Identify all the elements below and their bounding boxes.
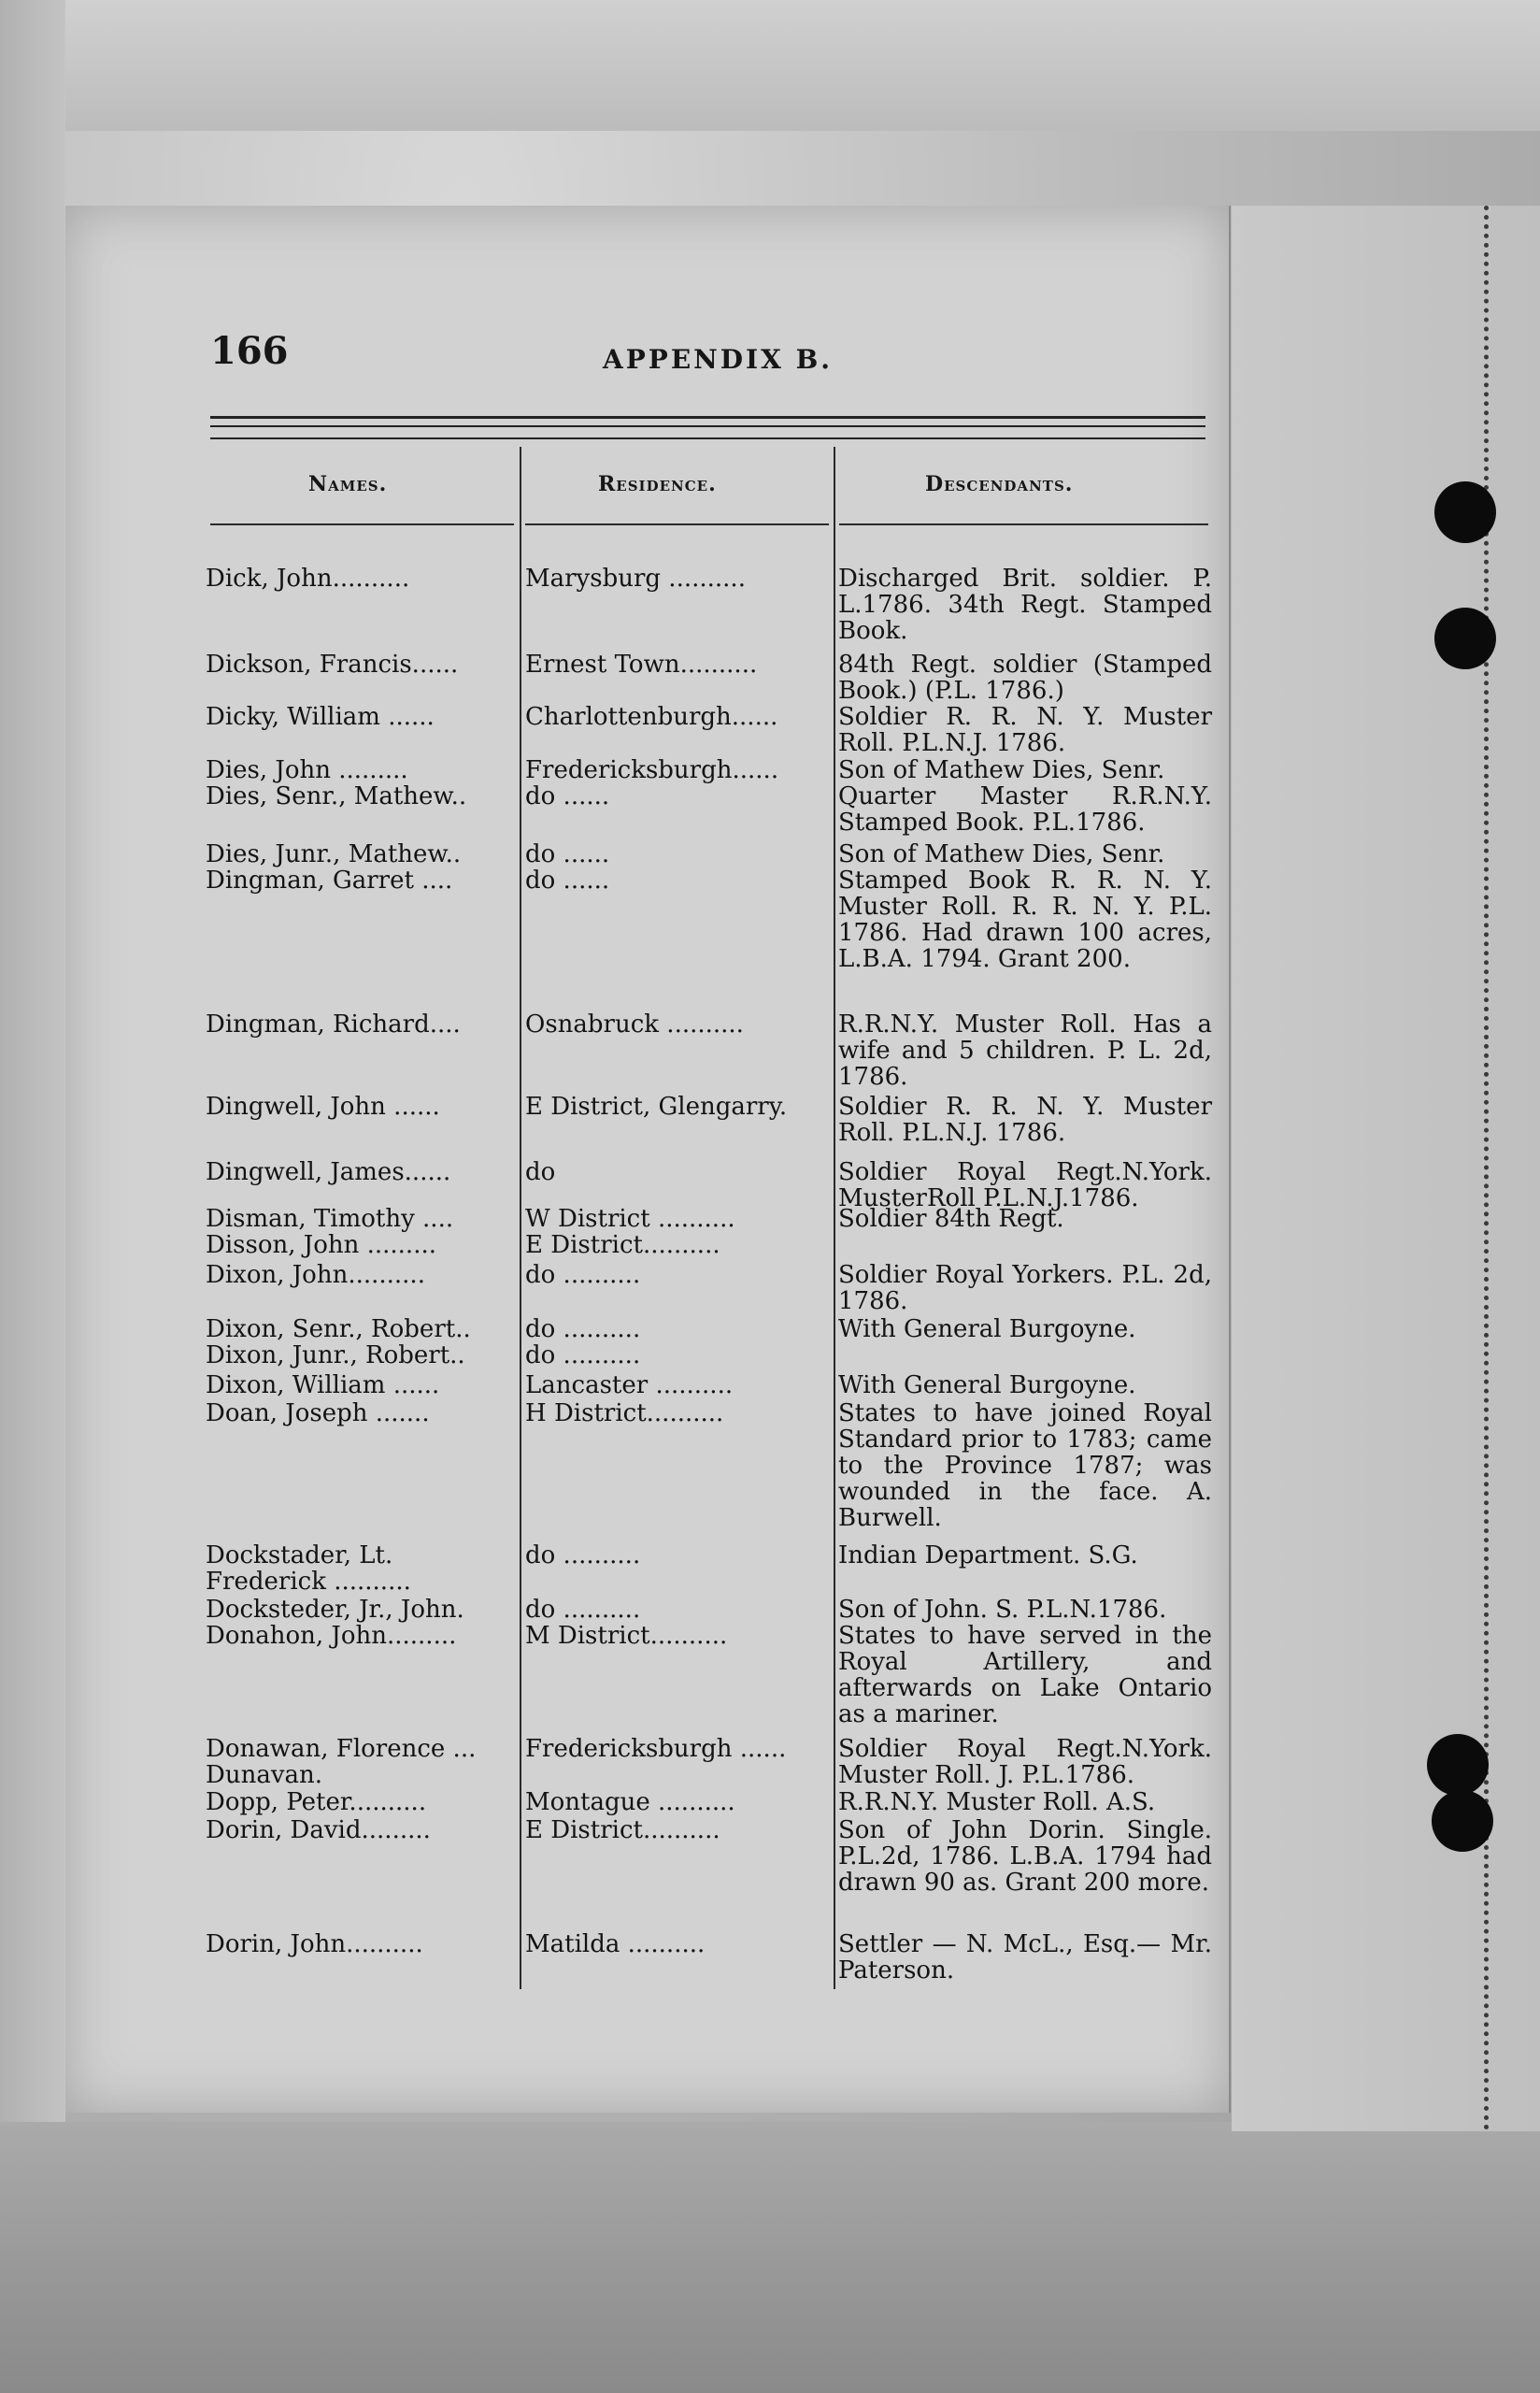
entry-name: Dixon, William ...... [206,1371,440,1399]
entry-residence: do ...... [525,782,610,810]
entry-residence: do ...... [525,867,610,895]
entry-residence: do .......... [525,1541,641,1569]
entry-residence: E District, Glengarry. [525,1093,788,1121]
entry-name: Dingwell, James...... [206,1158,451,1186]
entry-descendants: States to have joined Royal Standard prior to 1783; came to the Province 1787; was wounded in the face. A. Burwell. [838,1399,1212,1532]
header-rule-middle [210,425,1205,427]
entry-name: Docksteder, Jr., John. [206,1596,464,1624]
entry-descendants: Discharged Brit. soldier. P. L.1786. 34th Regt. Stamped Book. [838,565,1212,645]
punch-hole-icon [1434,481,1496,543]
entry-residence: H District.......... [525,1399,724,1427]
entry-descendants: Soldier 84th Regt. [838,1205,1064,1233]
entry-descendants: 84th Regt. soldier (Stamped Book.) (P.L. 1786.) [838,651,1212,705]
entry-residence: do .......... [525,1261,641,1289]
film-bottom-margin [0,2122,1540,2393]
entry-name: Dickson, Francis...... [206,651,459,679]
entry-descendants: With General Burgoyne. [838,1315,1136,1343]
column-header-underline [839,523,1208,525]
entry-name: Dies, John ......... [206,756,408,784]
entry-descendants: With General Burgoyne. [838,1371,1136,1399]
column-divider [520,447,521,1989]
entry-name: Dies, Junr., Mathew.. [206,840,462,868]
entry-name: Dockstader, Lt. Frederick .......... [206,1541,411,1596]
entry-name: Dixon, Senr., Robert.. [206,1315,471,1343]
entry-name: Donahon, John......... [206,1622,457,1650]
entry-residence: Marysburg .......... [525,565,746,593]
entry-name: Dorin, David......... [206,1816,431,1844]
entry-descendants: Soldier Royal Regt.N.York. Muster Roll. J. P.L.1786. [838,1735,1212,1789]
film-sprocket-strip [1232,206,1540,2131]
entry-residence: do ...... [525,840,610,868]
entry-descendants: R.R.N.Y. Muster Roll. A.S. [838,1788,1156,1816]
column-header-underline [525,523,829,525]
entry-residence: E District.......... [525,1816,720,1844]
entry-descendants: Son of John. S. P.L.N.1786. [838,1596,1167,1624]
column-header-names: Names. [308,472,388,496]
entry-name: Donawan, Florence ... Dunavan. [206,1735,477,1789]
entry-name: Dicky, William ...... [206,703,435,731]
film-left-margin [0,0,65,2393]
entry-name: Disman, Timothy .... [206,1205,454,1233]
punch-hole-icon [1427,1734,1489,1796]
entry-residence: do .......... [525,1315,641,1343]
column-divider [834,447,835,1989]
entry-residence: M District.......... [525,1622,728,1650]
entry-residence: E District.......... [525,1231,720,1259]
entry-name: Dick, John.......... [206,565,410,593]
entry-residence: do .......... [525,1596,641,1624]
entry-name: Dies, Senr., Mathew.. [206,782,467,810]
entry-descendants: Stamped Book R. R. N. Y. Muster Roll. R. R. N. Y. P.L. 1786. Had drawn 100 acres, L.B.A. 1794. Grant 200. [838,867,1212,973]
entry-residence: Ernest Town.......... [525,651,758,679]
entry-descendants: Soldier Royal Regt.N.York. MusterRoll P.L.N.J.1786. [838,1158,1212,1212]
entry-descendants: Settler — N. McL., Esq.— Mr. Paterson. [838,1930,1212,1985]
entry-residence: Fredericksburgh...... [525,756,779,784]
entry-residence: Osnabruck .......... [525,1010,744,1039]
entry-residence: Lancaster .......... [525,1371,734,1399]
entry-descendants: R.R.N.Y. Muster Roll. Has a wife and 5 children. P. L. 2d, 1786. [838,1010,1212,1091]
entry-descendants: Soldier R. R. N. Y. Muster Roll. P.L.N.J. 1786. [838,703,1212,757]
entry-name: Dixon, Junr., Robert.. [206,1341,465,1369]
running-head: APPENDIX B. [603,344,834,375]
entry-name: Dixon, John.......... [206,1261,425,1289]
punch-hole-icon [1434,608,1496,669]
entry-name: Disson, John ......... [206,1231,436,1259]
entry-residence: W District .......... [525,1205,735,1233]
page-number: 166 [210,329,289,373]
entry-name: Dingman, Richard.... [206,1010,461,1039]
film-top-margin [0,0,1540,131]
entry-descendants: Indian Department. S.G. [838,1541,1138,1569]
entry-residence: Montague .......... [525,1788,735,1816]
entry-descendants: Soldier R. R. N. Y. Muster Roll. P.L.N.J. 1786. [838,1093,1212,1147]
entry-descendants: Son of Mathew Dies, Senr. [838,840,1165,868]
entry-residence: Charlottenburgh...... [525,703,778,731]
entry-descendants: Son of John Dorin. Single. P.L.2d, 1786. L.B.A. 1794 had drawn 90 as. Grant 200 more. [838,1816,1212,1897]
entry-descendants: Soldier Royal Yorkers. P.L. 2d, 1786. [838,1261,1212,1315]
entry-name: Doan, Joseph ....... [206,1399,430,1427]
entry-name: Dorin, John.......... [206,1930,423,1958]
entry-name: Dingwell, John ...... [206,1093,440,1121]
entry-residence: do [525,1158,556,1186]
column-header-residence: Residence. [598,472,717,496]
entry-descendants: Son of Mathew Dies, Senr. [838,756,1165,784]
entry-name: Dopp, Peter.......... [206,1788,427,1816]
entry-residence: do .......... [525,1341,641,1369]
entry-residence: Fredericksburgh ...... [525,1735,787,1763]
entry-descendants: States to have served in the Royal Artillery, and afterwards on Lake Ontario as a mariner. [838,1622,1212,1728]
header-rule-top [210,416,1205,419]
punch-hole-icon [1432,1790,1493,1852]
column-header-underline [210,523,514,525]
header-rule-bottom [210,437,1205,439]
entry-descendants: Quarter Master R.R.N.Y. Stamped Book. P.L.1786. [838,782,1212,837]
entry-residence: Matilda .......... [525,1930,706,1958]
entry-name: Dingman, Garret .... [206,867,453,895]
column-header-descendants: Descendants. [925,472,1074,496]
